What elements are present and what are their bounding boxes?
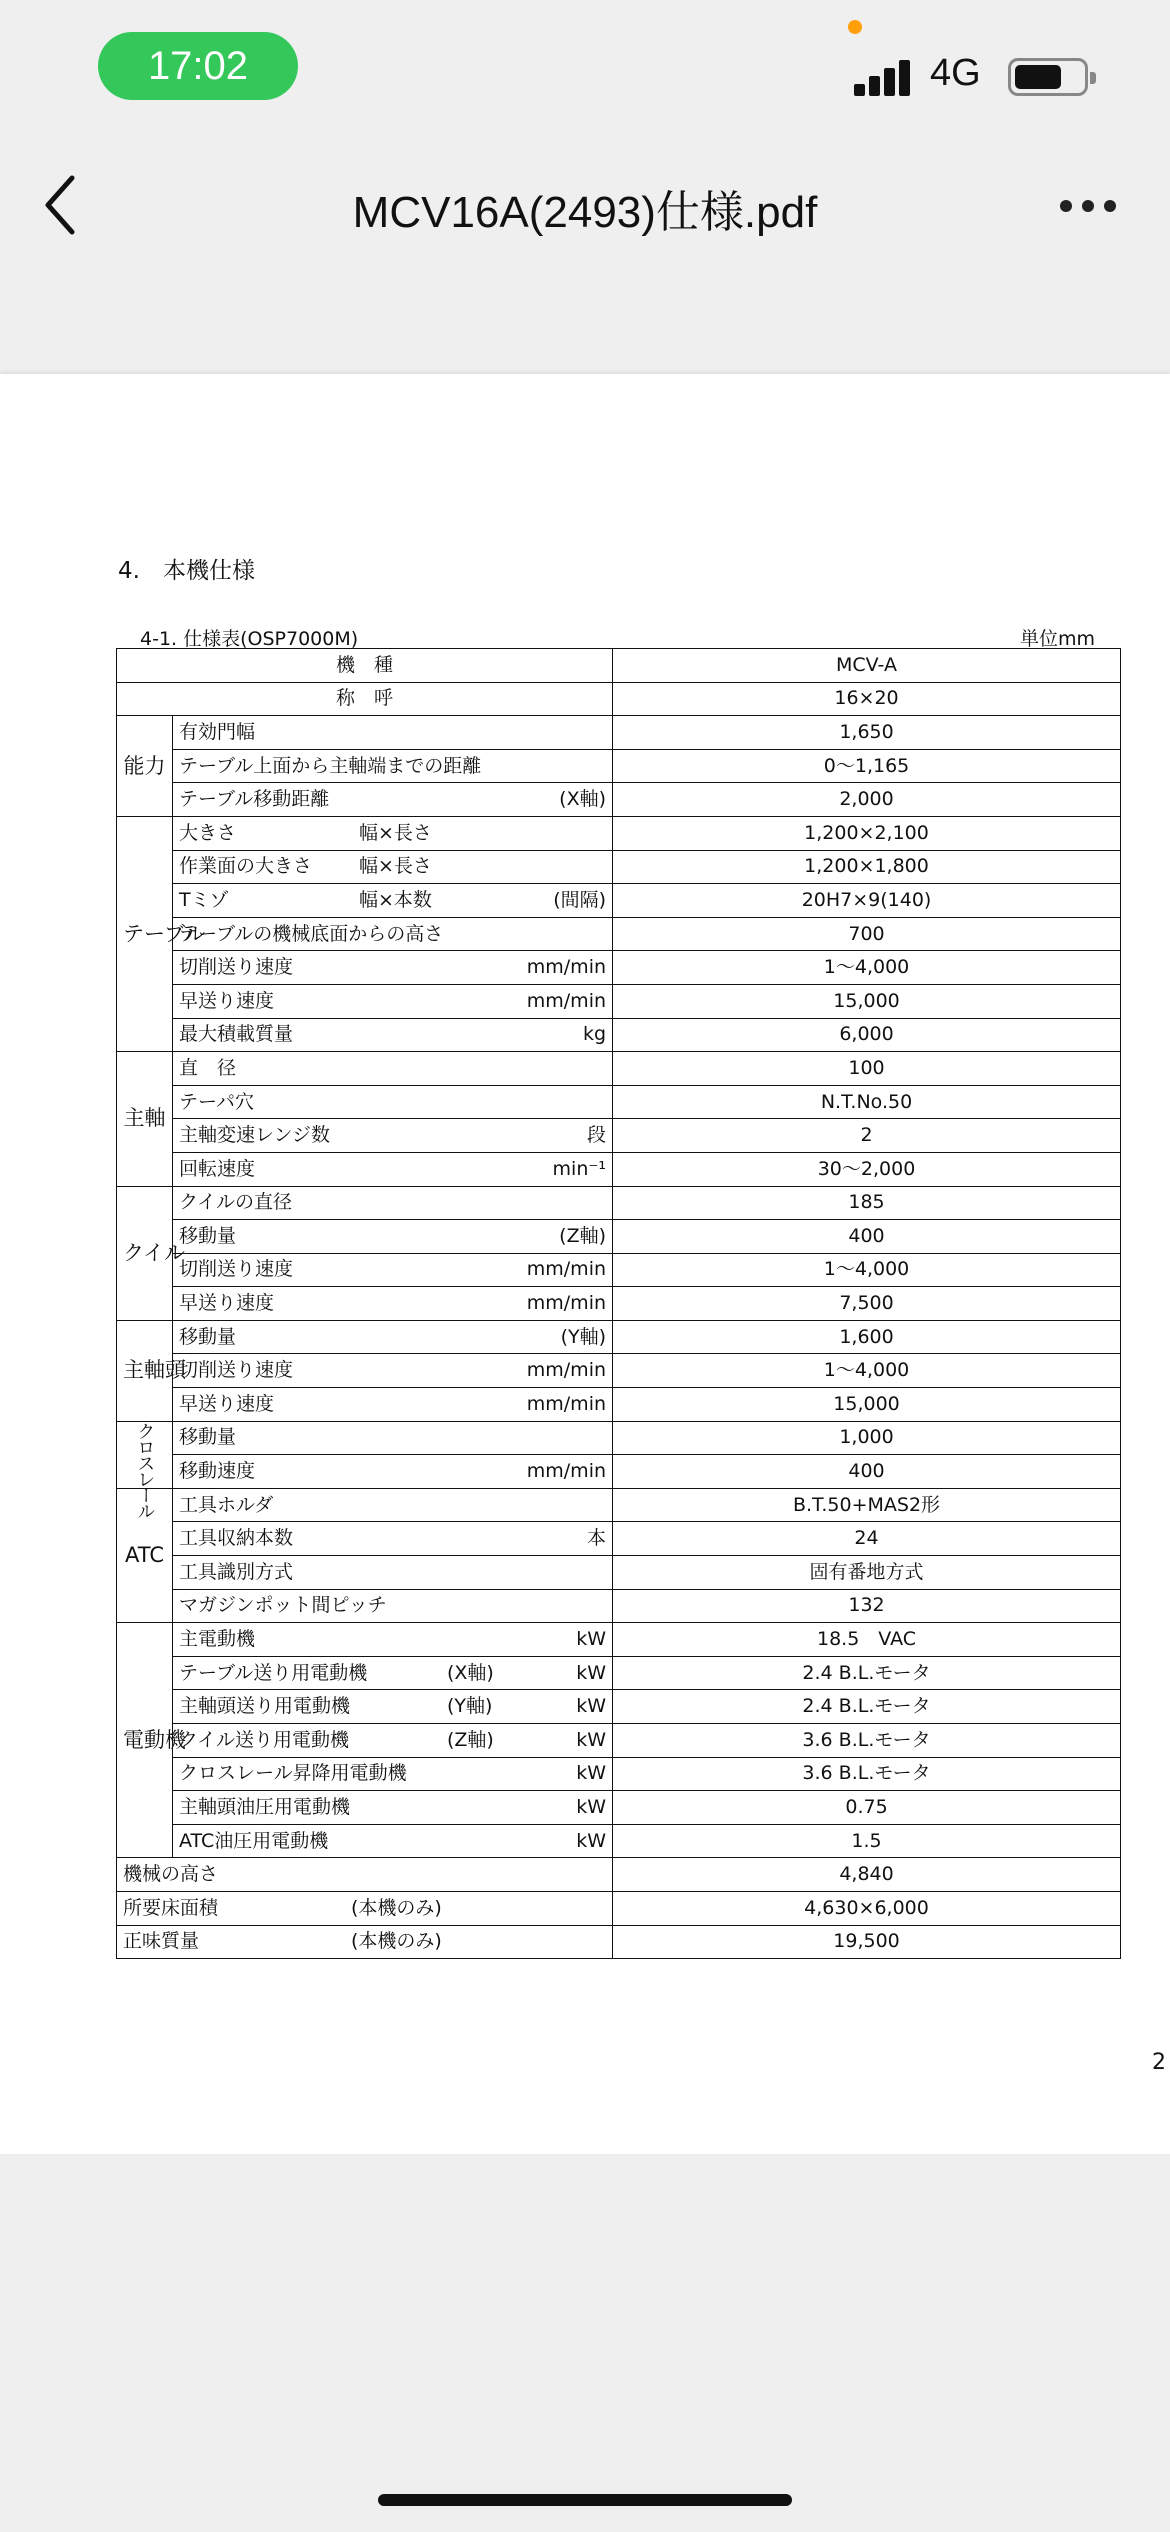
spec-label: ATC油圧用電動機 — [179, 1829, 329, 1852]
spec-label: 移動量 — [179, 1224, 237, 1247]
spec-label: 回転速度 — [179, 1157, 256, 1180]
table-row — [117, 1690, 1121, 1724]
spec-label-cell — [173, 1287, 613, 1321]
spec-label-cell — [173, 1589, 613, 1623]
spec-label-cell — [173, 951, 613, 985]
spec-label-cell — [173, 1690, 613, 1724]
spec-label: テーブル送り用電動機 — [179, 1661, 368, 1684]
header-label: 称 呼 — [117, 682, 613, 716]
spec-value: 24 — [613, 1522, 1121, 1556]
spec-value: 1～4,000 — [613, 1354, 1121, 1388]
spec-label: 切削送り速度 — [179, 956, 294, 979]
pdf-page — [0, 374, 1170, 2154]
spec-label-cell — [173, 1388, 613, 1422]
footer-label: 正味質量 — [123, 1930, 200, 1953]
ellipsis-icon[interactable] — [1060, 200, 1116, 214]
header-value: MCV-A — [613, 649, 1121, 683]
spec-label: 移動速度 — [179, 1460, 256, 1483]
spec-value: 1,600 — [613, 1320, 1121, 1354]
spec-value: 400 — [613, 1220, 1121, 1254]
footer-dim: (本機のみ) — [351, 1930, 442, 1953]
spec-label-cell — [173, 783, 613, 817]
spec-value: 132 — [613, 1589, 1121, 1623]
spec-value: 2 — [613, 1119, 1121, 1153]
spec-label: 最大積載質量 — [179, 1023, 294, 1046]
group-label: テーブル — [117, 816, 173, 1051]
spec-value: 固有番地方式 — [613, 1556, 1121, 1590]
spec-value: 1,200×2,100 — [613, 816, 1121, 850]
nav-bar — [0, 140, 1170, 370]
footer-label-cell — [117, 1891, 613, 1925]
spec-unit: kW — [576, 1795, 607, 1818]
spec-value: 15,000 — [613, 1388, 1121, 1422]
table-row — [117, 1320, 1121, 1354]
group-label: 能力 — [117, 716, 173, 817]
footer-label-cell — [117, 1858, 613, 1892]
spec-label-cell — [173, 1253, 613, 1287]
group-label: 電動機 — [117, 1623, 173, 1858]
document-title: MCV16A(2493)仕様.pdf — [352, 188, 818, 237]
spec-value: 2.4 B.L.モータ — [613, 1690, 1121, 1724]
spec-label: 早送り速度 — [179, 1292, 275, 1315]
spec-label-cell — [173, 1757, 613, 1791]
group-label: クイル — [117, 1186, 173, 1320]
spec-label: 主軸変速レンジ数 — [179, 1124, 331, 1147]
spec-value: N.T.No.50 — [613, 1085, 1121, 1119]
group-label: クロスレール — [117, 1421, 173, 1488]
spec-value: 18.5 VAC — [613, 1623, 1121, 1657]
footer-label-cell — [117, 1925, 613, 1959]
spec-unit: kg — [582, 1023, 607, 1046]
table-row — [117, 1556, 1121, 1590]
spec-unit: kW — [576, 1728, 607, 1751]
spec-table — [116, 648, 1121, 1959]
spec-label-cell — [173, 1320, 613, 1354]
spec-value: 1,650 — [613, 716, 1121, 750]
spec-value: 100 — [613, 1052, 1121, 1086]
table-row — [117, 1925, 1121, 1959]
table-row — [117, 1791, 1121, 1825]
spec-label: 主軸頭油圧用電動機 — [179, 1795, 351, 1818]
spec-label-cell — [173, 1724, 613, 1758]
table-row — [117, 884, 1121, 918]
spec-dim: (X軸) — [447, 1661, 494, 1684]
spec-unit: (Y軸) — [560, 1325, 607, 1348]
table-row — [117, 1757, 1121, 1791]
spec-label-cell — [173, 816, 613, 850]
table-row — [117, 1891, 1121, 1925]
table-row — [117, 1455, 1121, 1489]
battery-icon — [1008, 58, 1088, 96]
spec-dim: 幅×長さ — [359, 821, 432, 844]
spec-label-cell — [173, 884, 613, 918]
spec-dim: (Z軸) — [447, 1728, 494, 1751]
spec-unit: mm/min — [526, 1392, 607, 1415]
table-row — [117, 1287, 1121, 1321]
table-row — [117, 917, 1121, 951]
group-label: 主軸頭 — [117, 1320, 173, 1421]
spec-value: 1.5 — [613, 1824, 1121, 1858]
spec-label: テーブルの機械底面からの高さ — [179, 922, 444, 945]
signal-icon — [854, 56, 914, 96]
spec-value: 15,000 — [613, 984, 1121, 1018]
table-row — [117, 850, 1121, 884]
spec-label: 主電動機 — [179, 1628, 256, 1651]
spec-label: 工具識別方式 — [179, 1560, 294, 1583]
spec-unit: kW — [576, 1661, 607, 1684]
spec-unit: kW — [576, 1829, 607, 1852]
spec-label: マガジンポット間ピッチ — [179, 1594, 387, 1617]
table-row — [117, 1052, 1121, 1086]
spec-label: テーブル上面から主軸端までの距離 — [179, 754, 482, 777]
spec-label-cell — [173, 1186, 613, 1220]
spec-dim: 幅×長さ — [359, 855, 432, 878]
table-row — [117, 1824, 1121, 1858]
spec-value: B.T.50+MAS2形 — [613, 1488, 1121, 1522]
spec-label-cell — [173, 1824, 613, 1858]
spec-value: 7,500 — [613, 1287, 1121, 1321]
spec-value: 185 — [613, 1186, 1121, 1220]
spec-label-cell — [173, 1220, 613, 1254]
spec-label-cell — [173, 1556, 613, 1590]
spec-label: クロスレール昇降用電動機 — [179, 1762, 407, 1785]
spec-label: 作業面の大きさ — [179, 855, 313, 878]
spec-label-cell — [173, 1421, 613, 1455]
spec-unit: mm/min — [526, 956, 607, 979]
spec-label-cell — [173, 1488, 613, 1522]
spec-label: 切削送り速度 — [179, 1258, 294, 1281]
table-row — [117, 1186, 1121, 1220]
spec-unit: (Z軸) — [559, 1224, 607, 1247]
page-number: 2 — [1152, 2050, 1166, 2075]
table-row — [117, 1388, 1121, 1422]
spec-label-cell — [173, 1354, 613, 1388]
spec-label: 工具ホルダ — [179, 1493, 274, 1516]
header-label: 機 種 — [117, 649, 613, 683]
table-row — [117, 1119, 1121, 1153]
spec-unit: 段 — [587, 1124, 607, 1147]
status-time[interactable]: 17:02 — [98, 32, 298, 100]
table-row — [117, 1589, 1121, 1623]
table-row — [117, 951, 1121, 985]
table-row — [117, 682, 1121, 716]
header-value: 16×20 — [613, 682, 1121, 716]
footer-value: 4,840 — [613, 1858, 1121, 1892]
footer-dim: (本機のみ) — [351, 1896, 442, 1919]
spec-label-cell — [173, 1791, 613, 1825]
table-row — [117, 1488, 1121, 1522]
section-heading: 4. 本機仕様 — [118, 558, 255, 584]
spec-value: 2,000 — [613, 783, 1121, 817]
spec-label: テーブル移動距離 — [179, 788, 330, 811]
table-row — [117, 1354, 1121, 1388]
privacy-indicator-dot — [848, 20, 862, 34]
spec-unit: kW — [576, 1762, 607, 1785]
table-row — [117, 1724, 1121, 1758]
spec-label: クイルの直径 — [179, 1191, 293, 1214]
spec-label-cell — [173, 1052, 613, 1086]
spec-unit: kW — [576, 1695, 607, 1718]
spec-value: 0～1,165 — [613, 749, 1121, 783]
spec-value: 0.75 — [613, 1791, 1121, 1825]
spec-label-cell — [173, 850, 613, 884]
spec-value: 3.6 B.L.モータ — [613, 1724, 1121, 1758]
spec-value: 30～2,000 — [613, 1152, 1121, 1186]
table-row — [117, 1656, 1121, 1690]
spec-dim: (Y軸) — [447, 1695, 493, 1718]
spec-value: 2.4 B.L.モータ — [613, 1656, 1121, 1690]
spec-label-cell — [173, 1522, 613, 1556]
spec-value: 3.6 B.L.モータ — [613, 1757, 1121, 1791]
spec-label-cell — [173, 1623, 613, 1657]
home-indicator[interactable] — [378, 2494, 792, 2506]
spec-label: 移動量 — [179, 1325, 237, 1348]
spec-label-cell — [173, 1085, 613, 1119]
unit-label: 単位mm — [1020, 628, 1096, 650]
spec-unit: min⁻¹ — [552, 1157, 607, 1180]
table-row — [117, 1152, 1121, 1186]
spec-value: 400 — [613, 1455, 1121, 1489]
spec-label: 直 径 — [179, 1056, 237, 1079]
table-row — [117, 984, 1121, 1018]
spec-dim: 幅×本数 — [359, 888, 432, 911]
spec-label: Tミゾ — [179, 888, 229, 911]
spec-label-cell — [173, 749, 613, 783]
group-label: ATC — [117, 1488, 173, 1622]
group-label: 主軸 — [117, 1052, 173, 1186]
spec-unit: mm/min — [526, 1258, 607, 1281]
table-row — [117, 1085, 1121, 1119]
footer-value: 4,630×6,000 — [613, 1891, 1121, 1925]
spec-label-cell — [173, 984, 613, 1018]
table-row — [117, 649, 1121, 683]
table-row — [117, 1253, 1121, 1287]
spec-label: 切削送り速度 — [179, 1359, 294, 1382]
spec-value: 1～4,000 — [613, 951, 1121, 985]
table-row — [117, 749, 1121, 783]
network-type: 4G — [930, 52, 981, 94]
spec-label: 大きさ — [179, 821, 237, 844]
table-row — [117, 1018, 1121, 1052]
spec-value: 700 — [613, 917, 1121, 951]
spec-label: クイル送り用電動機 — [179, 1728, 350, 1751]
spec-unit: mm/min — [526, 1292, 607, 1315]
spec-label: 早送り速度 — [179, 989, 275, 1012]
spec-value: 6,000 — [613, 1018, 1121, 1052]
spec-unit: mm/min — [526, 1359, 607, 1382]
spec-unit: mm/min — [526, 989, 607, 1012]
spec-label: 移動量 — [179, 1426, 237, 1449]
spec-label-cell — [173, 1656, 613, 1690]
spec-unit: kW — [576, 1628, 607, 1651]
table-row — [117, 716, 1121, 750]
chevron-left-icon[interactable] — [40, 170, 80, 240]
spec-label-cell — [173, 716, 613, 750]
footer-label: 所要床面積 — [123, 1896, 219, 1919]
spec-label-cell — [173, 1119, 613, 1153]
spec-label-cell — [173, 917, 613, 951]
spec-label: テーパ穴 — [179, 1090, 255, 1113]
footer-value: 19,500 — [613, 1925, 1121, 1959]
spec-label: 主軸頭送り用電動機 — [179, 1695, 351, 1718]
table-row — [117, 783, 1121, 817]
spec-label-cell — [173, 1152, 613, 1186]
spec-unit: (X軸) — [559, 788, 607, 811]
spec-value: 1,000 — [613, 1421, 1121, 1455]
spec-unit: (間隔) — [553, 888, 607, 911]
spec-label: 工具収納本数 — [179, 1527, 294, 1550]
spec-label: 有効門幅 — [179, 720, 256, 743]
spec-value: 1～4,000 — [613, 1253, 1121, 1287]
table-row — [117, 816, 1121, 850]
table-caption: 4-1. 仕様表(OSP7000M) — [140, 628, 359, 650]
footer-label: 機械の高さ — [123, 1863, 219, 1886]
table-row — [117, 1623, 1121, 1657]
spec-label-cell — [173, 1018, 613, 1052]
spec-label: 早送り速度 — [179, 1392, 275, 1415]
status-bar — [0, 0, 1170, 140]
spec-unit: mm/min — [526, 1460, 607, 1483]
table-row — [117, 1858, 1121, 1892]
spec-value: 1,200×1,800 — [613, 850, 1121, 884]
table-row — [117, 1421, 1121, 1455]
spec-label-cell — [173, 1455, 613, 1489]
table-row — [117, 1220, 1121, 1254]
spec-unit: 本 — [587, 1527, 607, 1550]
table-row — [117, 1522, 1121, 1556]
spec-value: 20H7×9(140) — [613, 884, 1121, 918]
